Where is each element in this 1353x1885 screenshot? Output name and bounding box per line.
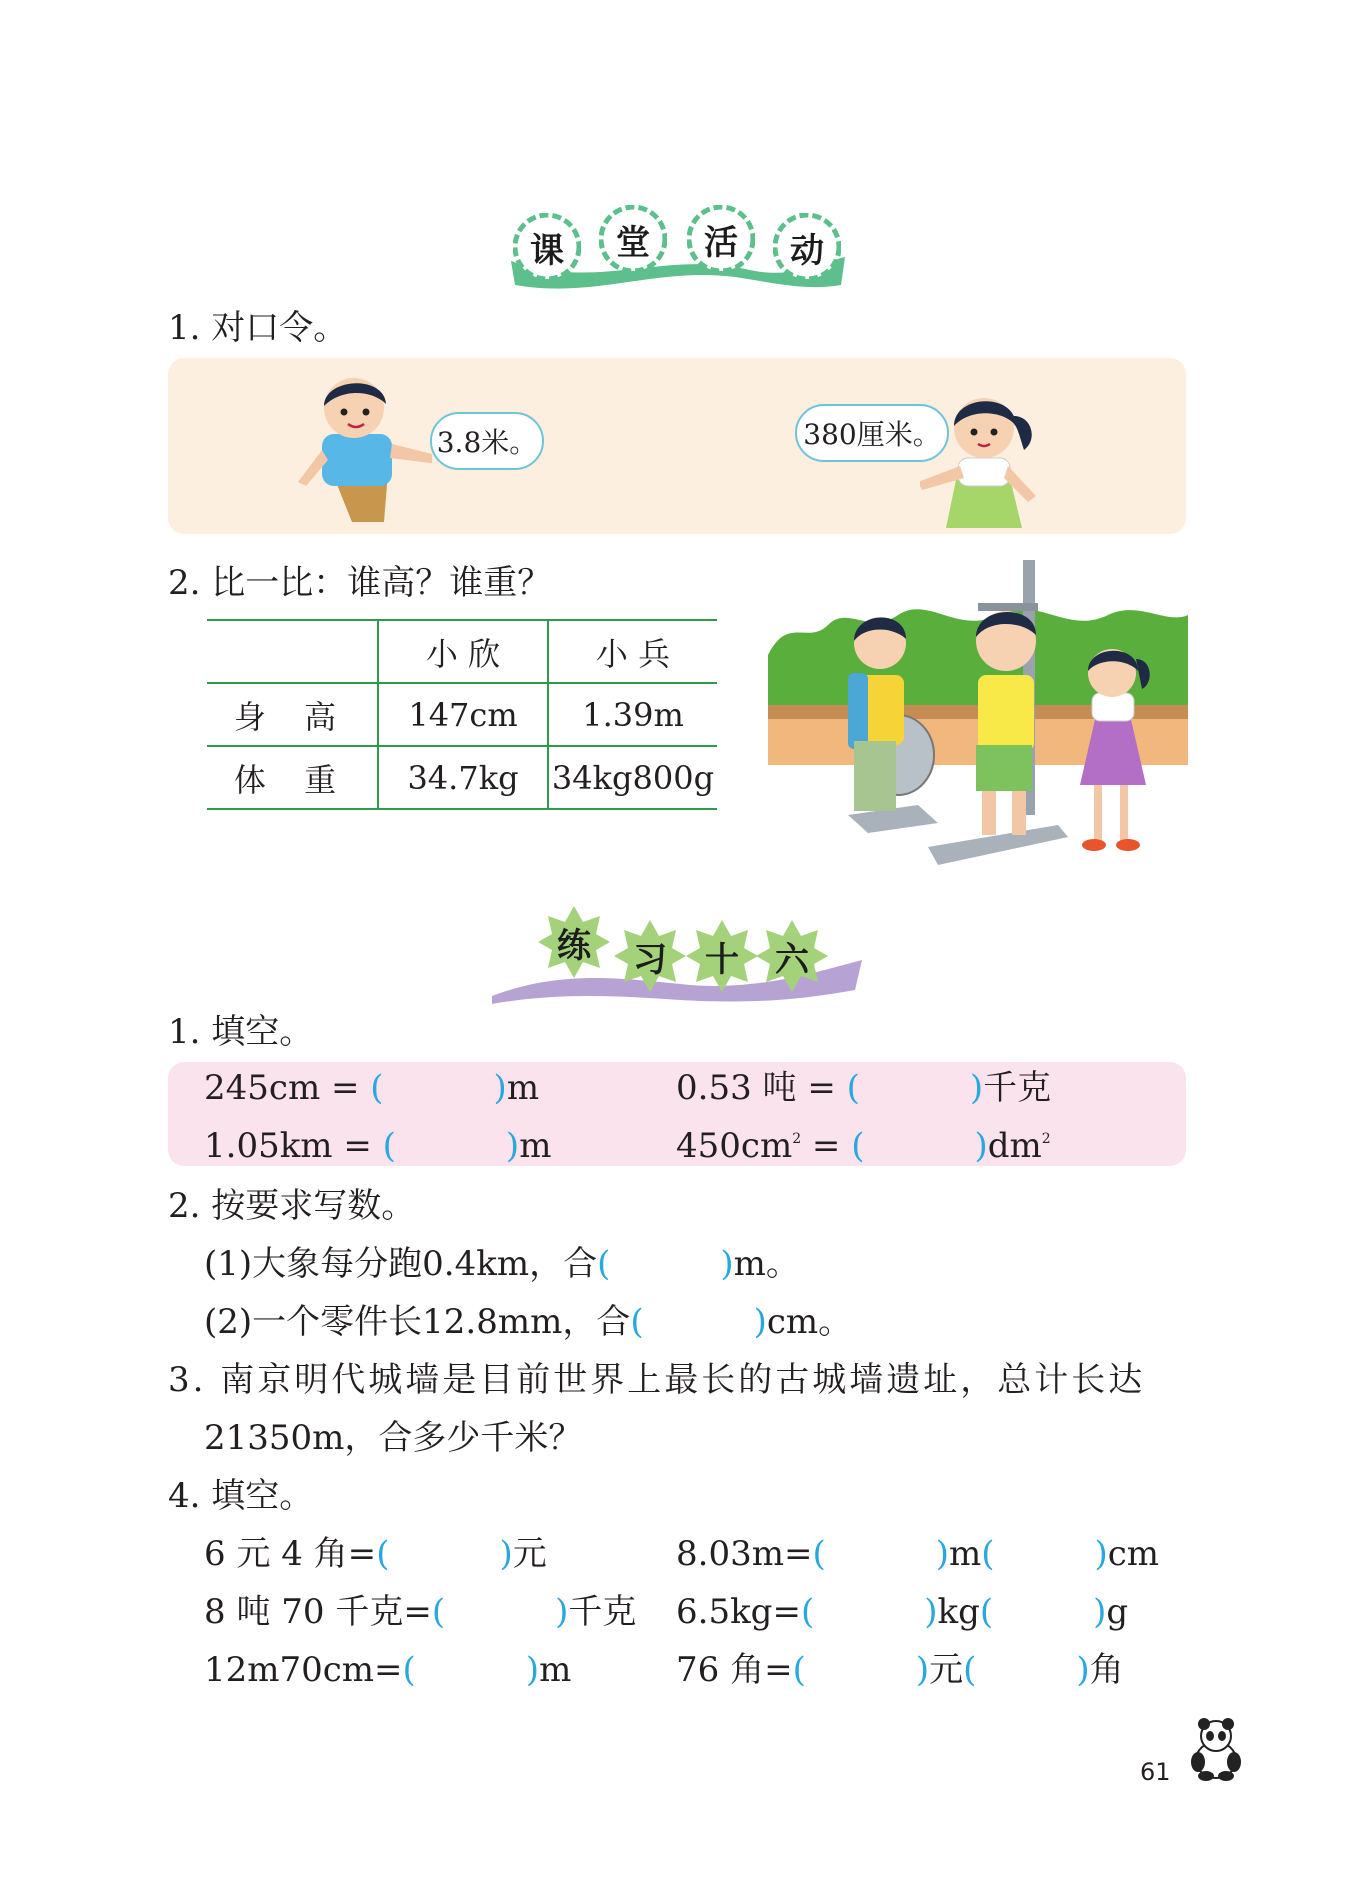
ex4-text: 12m70cm= xyxy=(204,1650,403,1690)
paren-open: ( xyxy=(800,1592,815,1632)
page-number: 61 xyxy=(1140,1758,1171,1786)
paren-close: ) xyxy=(915,1650,930,1690)
banner-practice-16 xyxy=(490,900,865,1004)
ex4-text: cm xyxy=(1107,1534,1160,1574)
ex1-text: 0.53 吨 = xyxy=(676,1068,847,1108)
paren-open: ( xyxy=(597,1244,611,1284)
ex4-item-b2 xyxy=(676,1592,1128,1632)
superscript: 2 xyxy=(792,1131,802,1147)
superscript: 2 xyxy=(1041,1131,1051,1147)
paren-close: ) xyxy=(499,1534,513,1574)
ex4-text: 6.5kg= xyxy=(676,1592,801,1632)
ex1-text: 245cm = xyxy=(204,1068,371,1108)
ex4-text: m xyxy=(539,1650,572,1690)
ex2-text: m。 xyxy=(733,1244,800,1284)
ex1-text: 千克 xyxy=(983,1068,1052,1108)
banner1-char: 动 xyxy=(790,230,824,271)
paren-close: ) xyxy=(720,1244,734,1284)
activity1-title: 1. 对口令。 xyxy=(168,308,348,348)
boy-illustration xyxy=(292,372,432,532)
paren-close: ) xyxy=(1093,1592,1107,1632)
ex1-item-1 xyxy=(204,1068,539,1108)
comparison-table xyxy=(207,619,717,810)
banner2-char: 习 xyxy=(633,939,667,980)
ex1-text: dm xyxy=(987,1126,1042,1166)
ex4-item-b3 xyxy=(676,1650,1124,1690)
ex2-title: 2. 按要求写数。 xyxy=(168,1186,416,1226)
row-label-height: 身 高 xyxy=(207,683,378,746)
paren-open: ( xyxy=(963,1650,977,1690)
table-header-bing: 小 兵 xyxy=(548,620,717,683)
ex2-text: (2)一个零件长12.8mm，合 xyxy=(204,1302,631,1342)
paren-open: ( xyxy=(376,1534,390,1574)
paren-open: ( xyxy=(431,1592,446,1632)
paren-close: ) xyxy=(753,1302,767,1342)
paren-close: ) xyxy=(493,1068,507,1108)
ex4-text: m xyxy=(948,1534,982,1574)
ex1-text: = xyxy=(801,1126,852,1166)
ex1-title: 1. 填空。 xyxy=(168,1012,314,1052)
banner1-char: 课 xyxy=(530,230,564,271)
ex4-text: 6 元 4 角= xyxy=(204,1534,377,1574)
paren-open: ( xyxy=(981,1534,995,1574)
paren-open: ( xyxy=(812,1534,826,1574)
table-corner-cell xyxy=(207,620,378,683)
ex4-item-a2 xyxy=(204,1592,636,1632)
banner2-char: 十 xyxy=(705,939,739,980)
ex2-item-2 xyxy=(204,1302,852,1342)
measuring-scene-illustration xyxy=(768,555,1188,900)
paren-close: ) xyxy=(935,1534,949,1574)
table-header-row xyxy=(207,620,717,683)
ex2-item-1 xyxy=(204,1244,800,1284)
ex4-text: 元 xyxy=(512,1534,547,1574)
banner2-char: 六 xyxy=(775,939,809,980)
banner-classroom-activity xyxy=(505,205,850,291)
ex2-text: (1)大象每分跑0.4km，合 xyxy=(204,1244,598,1284)
ex4-title: 4. 填空。 xyxy=(168,1476,314,1516)
cell-bing-weight: 34kg800g xyxy=(548,746,717,809)
ex4-text: 76 角= xyxy=(676,1650,793,1690)
cell-xin-height: 147cm xyxy=(378,683,548,746)
boy-speech-bubble xyxy=(430,412,544,470)
girl-illustration xyxy=(920,386,1070,534)
ex1-item-2 xyxy=(676,1068,1051,1108)
paren-open: ( xyxy=(382,1126,396,1166)
paren-close: ) xyxy=(974,1126,988,1166)
ex1-text: 450cm xyxy=(676,1126,793,1166)
ex1-text: 1.05km = xyxy=(204,1126,383,1166)
paren-close: ) xyxy=(525,1650,540,1690)
paren-open: ( xyxy=(630,1302,644,1342)
paren-close: ) xyxy=(1076,1650,1090,1690)
ex4-text: 角 xyxy=(1089,1650,1124,1690)
paren-open: ( xyxy=(792,1650,806,1690)
ex4-text: 8.03m= xyxy=(676,1534,813,1574)
ex4-text: 千克 xyxy=(568,1592,637,1632)
cell-bing-height: 1.39m xyxy=(548,683,717,746)
ex4-item-a1 xyxy=(204,1534,547,1574)
paren-close: ) xyxy=(969,1068,984,1108)
panda-icon xyxy=(1186,1716,1246,1782)
paren-close: ) xyxy=(555,1592,569,1632)
ex1-text: m xyxy=(506,1068,540,1108)
ex3-line-2: 21350m，合多少千米？ xyxy=(204,1418,583,1458)
ex1-item-3 xyxy=(204,1126,551,1166)
paren-open: ( xyxy=(370,1068,384,1108)
ex4-text: 元 xyxy=(929,1650,964,1690)
ex3-line-1: 3. 南京明代城墙是目前世界上最长的古城墙遗址，总计长达 xyxy=(168,1360,1146,1400)
ex4-text: kg xyxy=(937,1592,980,1632)
banner2-char: 练 xyxy=(557,925,591,966)
ex2-text: cm。 xyxy=(766,1302,853,1342)
girl-speech-text: 380厘米。 xyxy=(803,418,941,451)
paren-open: ( xyxy=(851,1126,865,1166)
table-header-xin: 小 欣 xyxy=(378,620,548,683)
boy-speech-text: 3.8米。 xyxy=(436,426,538,459)
row-label-weight: 体 重 xyxy=(207,746,378,809)
paren-open: ( xyxy=(979,1592,994,1632)
paren-open: ( xyxy=(402,1650,416,1690)
ex4-item-b1 xyxy=(676,1534,1159,1574)
ex1-item-4 xyxy=(676,1126,1051,1166)
paren-close: ) xyxy=(505,1126,520,1166)
banner1-char: 堂 xyxy=(616,222,650,263)
paren-close: ) xyxy=(924,1592,938,1632)
paren-close: ) xyxy=(1094,1534,1108,1574)
ex1-text: m xyxy=(519,1126,552,1166)
table-row xyxy=(207,746,717,809)
ex4-text: g xyxy=(1106,1592,1129,1632)
paren-open: ( xyxy=(846,1068,860,1108)
table-row xyxy=(207,683,717,746)
activity2-title: 2. 比一比：谁高？谁重？ xyxy=(168,563,552,603)
banner1-char: 活 xyxy=(704,222,738,263)
ex4-text: 8 吨 70 千克= xyxy=(204,1592,432,1632)
cell-xin-weight: 34.7kg xyxy=(378,746,548,809)
ex4-item-a3 xyxy=(204,1650,571,1690)
